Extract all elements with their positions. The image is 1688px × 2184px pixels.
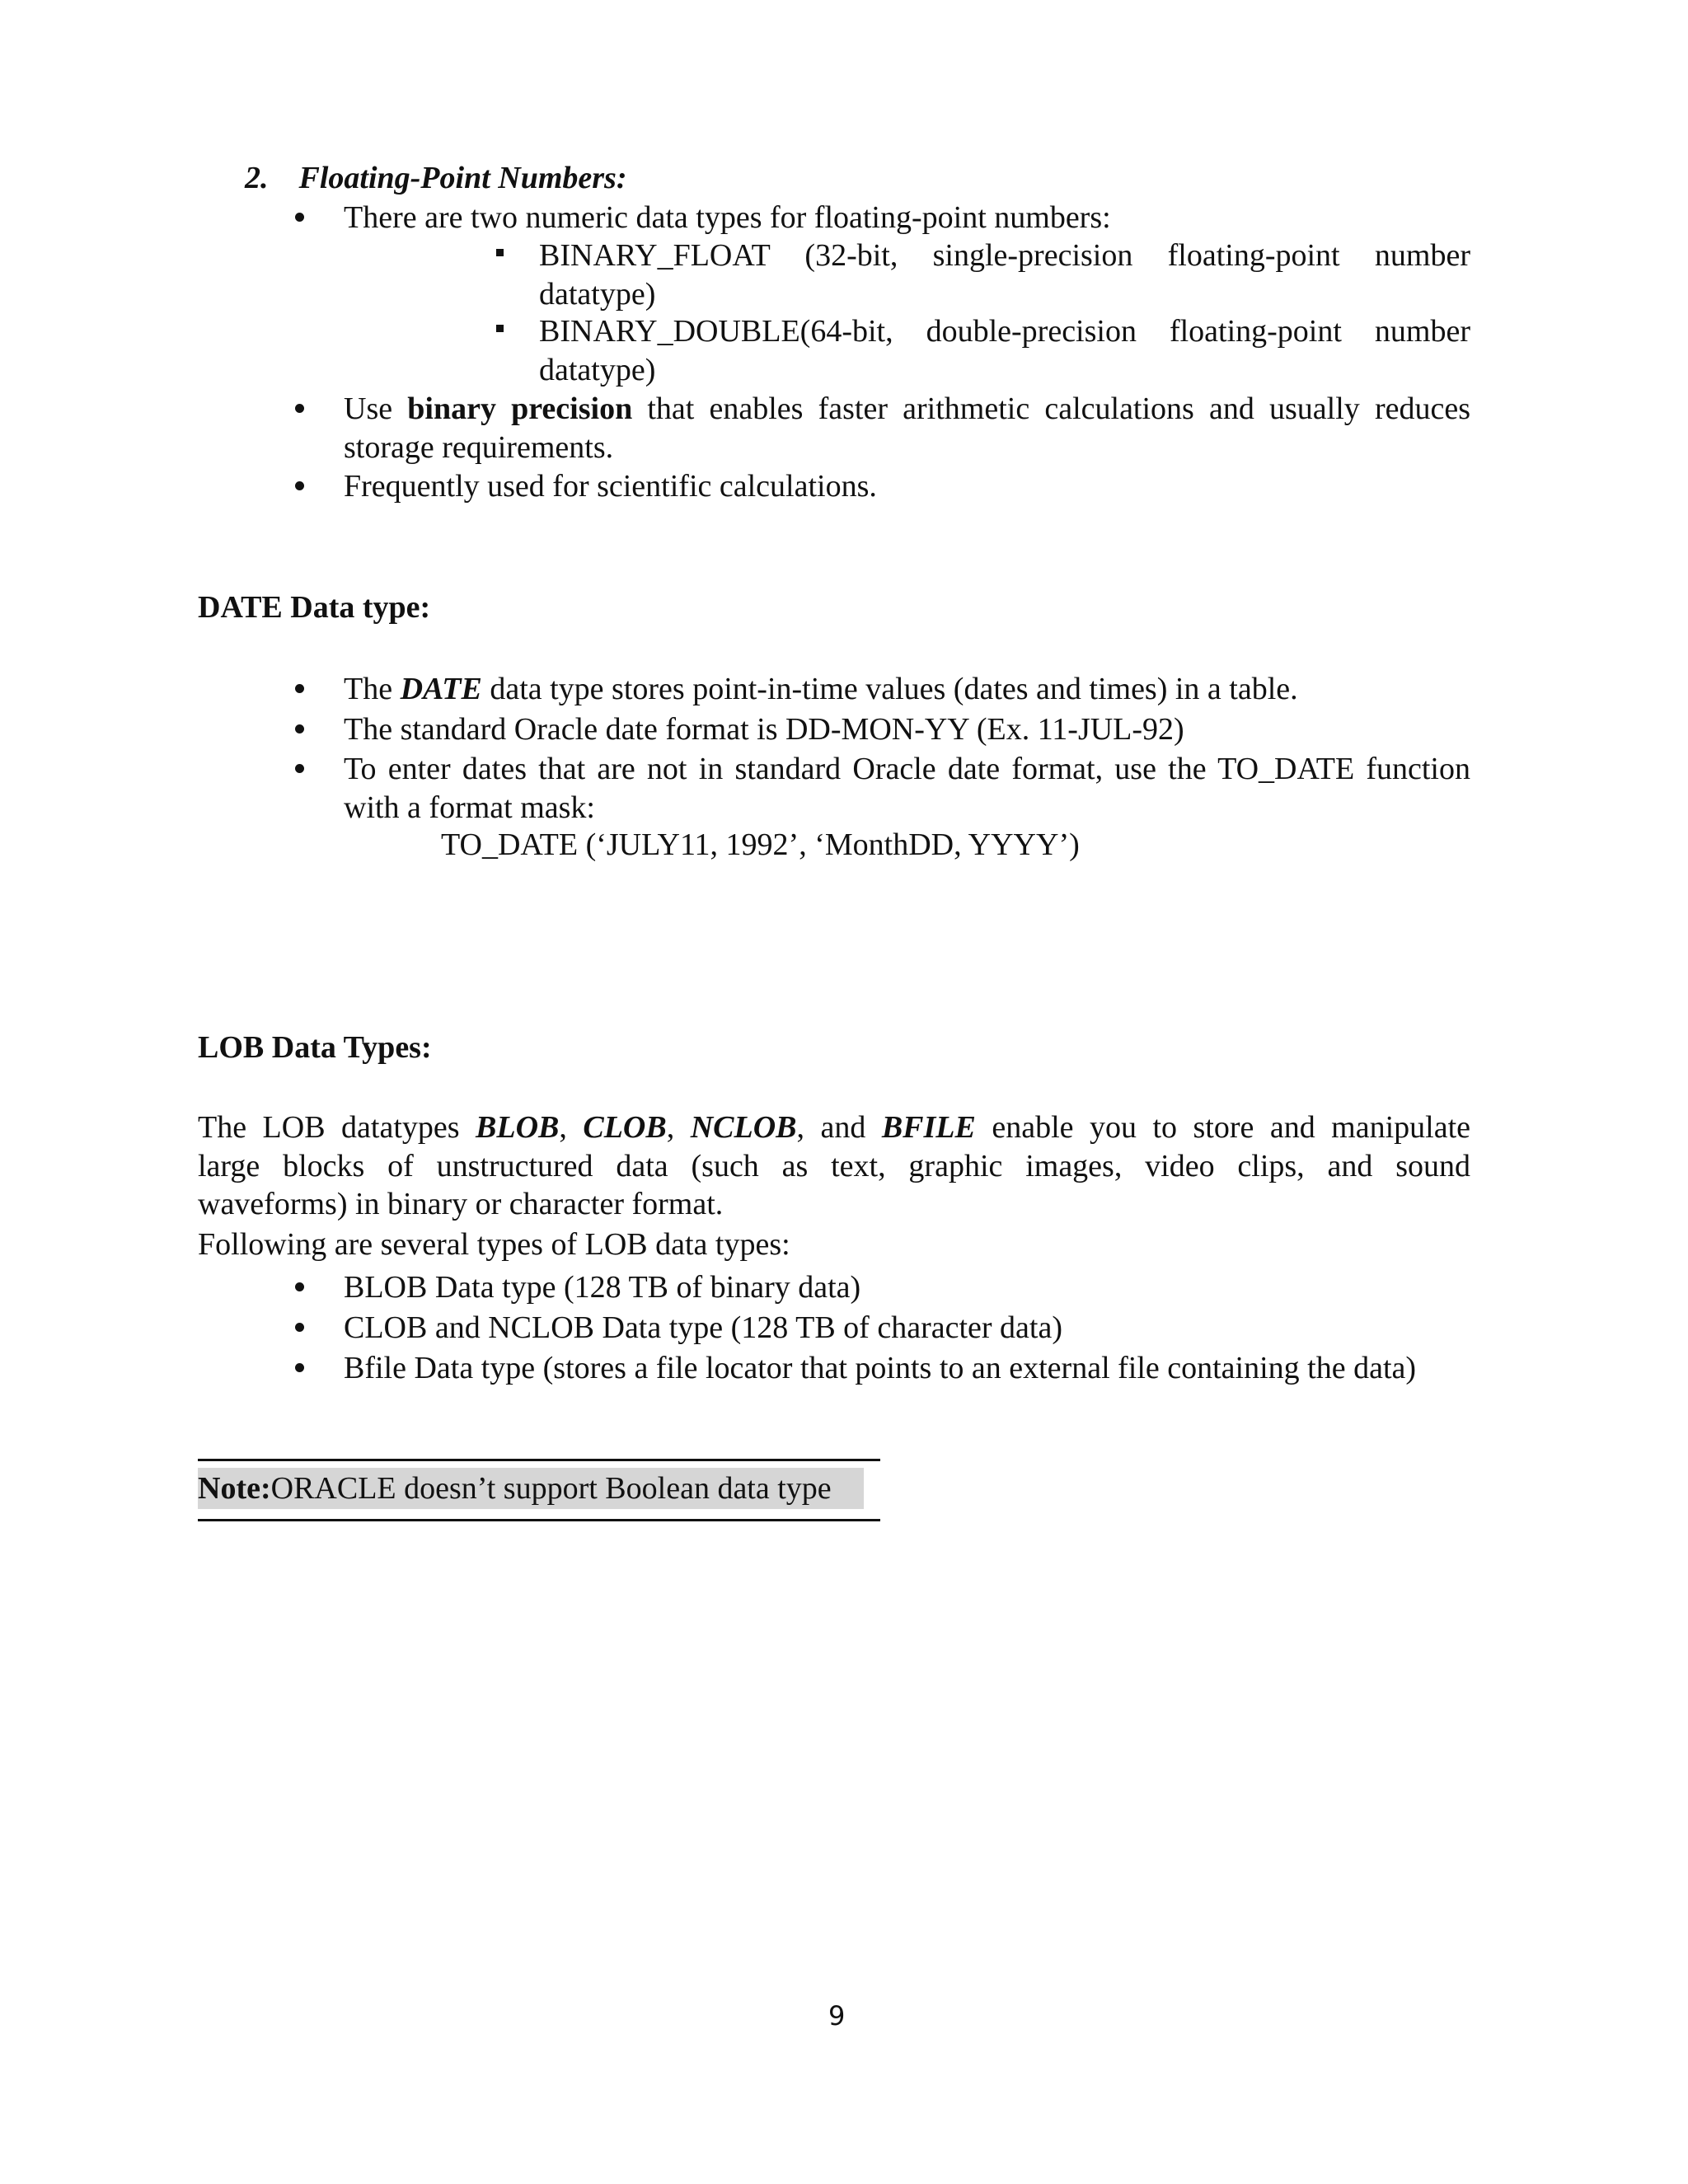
note-label: Note: (198, 1471, 271, 1506)
bullet-icon (295, 1282, 304, 1291)
bullet-icon (295, 213, 304, 222)
list-item: Use binary precision that enables faster arithmetic calculations and usually reduces (344, 391, 1470, 426)
bold-italic-term: BLOB (476, 1110, 560, 1145)
bullet-icon (295, 1323, 304, 1332)
bold-term: binary precision (407, 391, 633, 426)
square-bullet-icon (496, 325, 504, 332)
list-item: The standard Oracle date format is DD-MON-YY (Ex. 11-JUL-92) (344, 712, 1184, 747)
sub-list-item: BINARY_FLOAT (32-bit, single-precision floating-point number (539, 238, 1470, 273)
bullet-icon (295, 1363, 304, 1372)
list-number: 2. (245, 161, 269, 195)
sub-list-item: BINARY_DOUBLE(64-bit, double-precision floating-point number (539, 314, 1470, 349)
bullet-icon (295, 404, 304, 413)
list-item: CLOB and NCLOB Data type (128 TB of character data) (344, 1310, 1062, 1345)
code-example: TO_DATE (‘JULY11, 1992’, ‘MonthDD, YYYY’) (441, 827, 1080, 862)
bold-italic-term: BFILE (881, 1110, 976, 1145)
list-item: To enter dates that are not in standard Oracle date format, use the TO_DATE function (344, 752, 1470, 786)
bold-italic-term: NCLOB (690, 1110, 797, 1145)
bullet-icon (295, 684, 304, 693)
bold-italic-term: DATE (400, 672, 482, 706)
list-item-cont: storage requirements. (344, 430, 614, 465)
note-text: ORACLE doesn’t support Boolean data type (270, 1471, 832, 1506)
bullet-icon (295, 481, 304, 490)
sub-list-item-cont: datatype) (539, 353, 656, 387)
section-heading: DATE Data type: (198, 590, 431, 625)
sub-list-item-cont: datatype) (539, 277, 656, 312)
bullet-icon (295, 724, 304, 733)
square-bullet-icon (496, 249, 504, 256)
paragraph-line: waveforms) in binary or character format. (198, 1187, 724, 1221)
section-title: Floating-Point Numbers: (298, 161, 627, 195)
paragraph-line: The LOB datatypes BLOB, CLOB, NCLOB, and BFILE enable you to store and manipulate (198, 1110, 1471, 1145)
bullet-icon (295, 764, 304, 773)
paragraph-line: Following are several types of LOB data types: (198, 1227, 790, 1262)
list-item: There are two numeric data types for floating-point numbers: (344, 200, 1111, 235)
paragraph-line: large blocks of unstructured data (such as text, graphic images, video clips, and sound (198, 1149, 1470, 1183)
list-item: Bfile Data type (stores a file locator that points to an external file containing the data) (344, 1351, 1417, 1385)
note-bottom-rule (198, 1519, 880, 1521)
page-number: 9 (828, 2000, 846, 2032)
note-top-rule (198, 1459, 880, 1461)
bold-italic-term: CLOB (583, 1110, 667, 1145)
section-float-heading (245, 158, 627, 198)
list-item: BLOB Data type (128 TB of binary data) (344, 1270, 861, 1305)
section-heading: LOB Data Types: (198, 1030, 432, 1065)
list-item: Frequently used for scientific calculations. (344, 469, 877, 504)
note (198, 1469, 832, 1508)
list-item: The DATE data type stores point-in-time values (dates and times) in a table. (344, 672, 1298, 706)
list-item-cont: with a format mask: (344, 790, 595, 825)
